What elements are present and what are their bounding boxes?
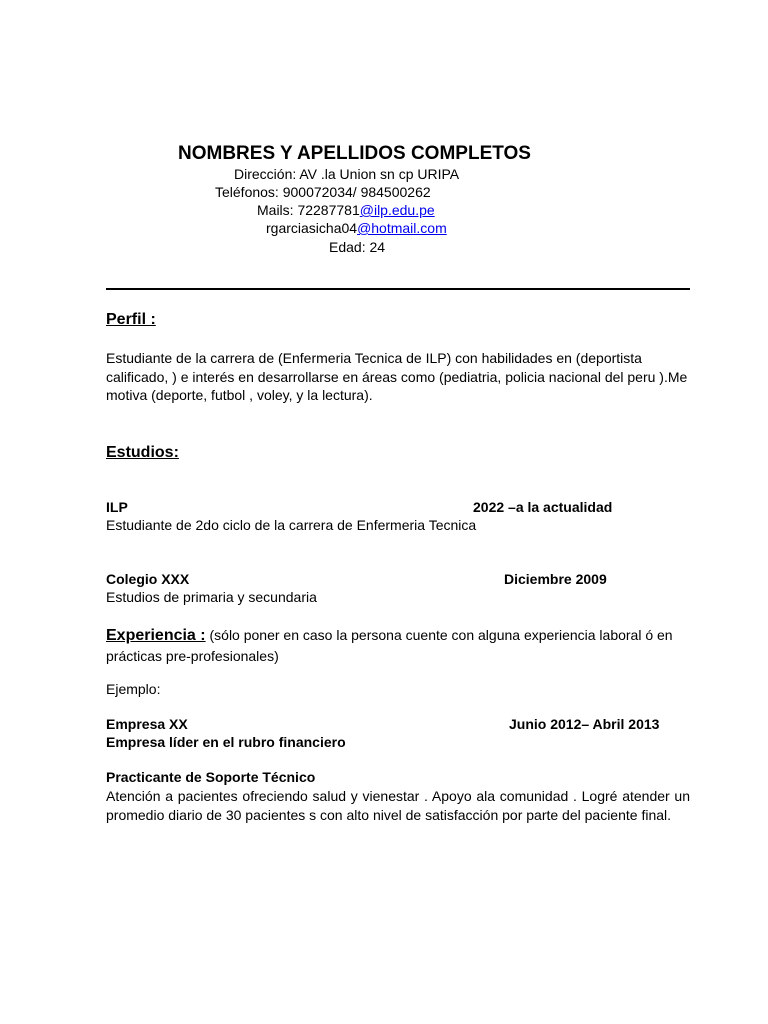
studies-heading: Estudios:	[106, 444, 179, 461]
role-description: Atención a pacientes ofreciendo salud y vienestar . Apoyo ala comunidad . Logré atender un promedio diario de 30 pacientes s con alto nivel de satisfacción por parte del paciente final.	[106, 788, 690, 823]
role-title: Practicante de Soporte Técnico	[106, 769, 316, 785]
experience-heading: Experiencia :	[106, 627, 206, 644]
mail-2-prefix: rgarciasicha04	[266, 220, 358, 236]
mail-line-1	[257, 202, 435, 218]
experience-note: (sólo poner en caso la persona cuente con alguna experiencia laboral ó en prácticas pre-profesionales)	[106, 627, 673, 664]
example-label: Ejemplo:	[106, 681, 161, 697]
experience-block	[106, 625, 690, 666]
phones-line: Teléfonos: 900072034/ 984500262	[215, 184, 431, 200]
candidate-name: NOMBRES Y APELLIDOS COMPLETOS	[178, 143, 531, 164]
company-period: Junio 2012– Abril 2013	[509, 716, 660, 732]
profile-text: Estudiante de la carrera de (Enfermeria Tecnica de ILP) con habilidades en (deportista calificado, ) e interés en desarrollarse en áreas como (pediatria, policia nacional del peru ).Me motiva (deporte, futbol , voley, y la lectura).	[106, 350, 688, 403]
age-line: Edad: 24	[329, 239, 386, 255]
mail-2-link[interactable]: @hotmail.com	[357, 220, 447, 236]
mail-1-prefix: Mails: 72287781	[257, 202, 360, 218]
study-1-period: 2022 –a la actualidad	[473, 499, 613, 515]
header-divider	[106, 288, 690, 290]
study-1-institution: ILP	[106, 499, 128, 515]
profile-heading: Perfil :	[106, 311, 156, 328]
study-2-period: Diciembre 2009	[504, 571, 607, 587]
study-2-institution: Colegio XXX	[106, 571, 190, 587]
mail-1-link[interactable]: @ilp.edu.pe	[359, 202, 435, 218]
address-line: Dirección: AV .la Union sn cp URIPA	[234, 166, 460, 182]
company-description: Empresa líder en el rubro financiero	[106, 734, 346, 750]
study-1-description: Estudiante de 2do ciclo de la carrera de Enfermeria Tecnica	[106, 517, 477, 533]
mail-line-2	[266, 220, 447, 236]
company-name: Empresa XX	[106, 716, 188, 732]
study-2-description: Estudios de primaria y secundaria	[106, 589, 317, 605]
